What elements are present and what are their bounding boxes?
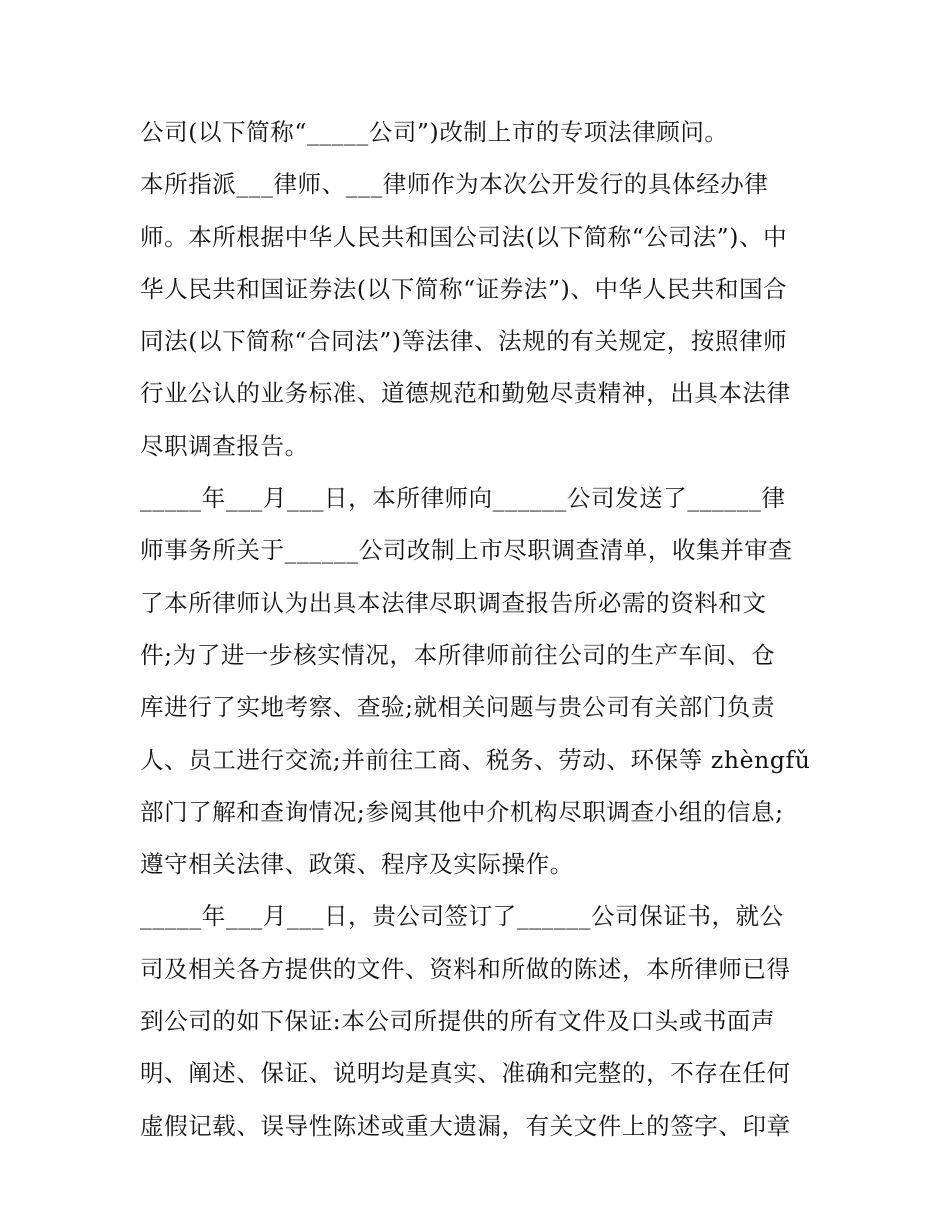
text-line: 司及相关各方提供的文件、资料和所做的陈述，本所律师已得 — [140, 954, 791, 983]
text-line: _____年___月___日，本所律师向______公司发送了______律 — [140, 484, 786, 513]
text-line: 师事务所关于______公司改制上市尽职调查清单，收集并审查 — [140, 536, 793, 565]
text-line: 部门了解和查询情况;参阅其他中介机构尽职调查小组的信息; — [140, 797, 784, 826]
text-line: 库进行了实地考察、查验;就相关问题与贵公司有关部门负责 — [140, 693, 776, 722]
text-line: 同法(以下简称“合同法”)等法律、法规的有关规定，按照律师 — [140, 327, 788, 356]
text-line: 遵守相关法律、政策、程序及实际操作。 — [140, 850, 574, 879]
text-line: 华人民共和国证券法(以下简称“证券法”)、中华人民共和国合 — [140, 274, 788, 303]
text-line: 件;为了进一步核实情况，本所律师前往公司的生产车间、仓 — [140, 640, 776, 669]
text-line: 尽职调查报告。 — [140, 431, 309, 460]
text-line: 本所指派___律师、___律师作为本次公开发行的具体经办律 — [140, 170, 769, 199]
text-line: 虚假记载、误导性陈述或重大遗漏，有关文件上的签字、印章 — [140, 1111, 791, 1140]
text-line: 公司(以下简称“_____公司”)改制上市的专项法律顾问。 — [140, 118, 729, 146]
text-line: 师。本所根据中华人民共和国公司法(以下简称“公司法”)、中 — [140, 222, 788, 251]
document-body — [140, 106, 820, 1152]
text-line: _____年___月___日，贵公司签订了______公司保证书，就公 — [140, 902, 784, 931]
text-line: 明、阐述、保证、说明均是真实、准确和完整的，不存在任何 — [140, 1059, 791, 1088]
text-line: 行业公认的业务标准、道德规范和勤勉尽责精神，出具本法律 — [140, 379, 791, 408]
text-line: 到公司的如下保证:本公司所提供的所有文件及口头或书面声 — [140, 1007, 776, 1036]
text-line: 了本所律师认为出具本法律尽职调查报告所必需的资料和文 — [140, 588, 767, 617]
text-line: 人、员工进行交流;并前往工商、税务、劳动、环保等 zhèngfǔ — [140, 745, 811, 774]
